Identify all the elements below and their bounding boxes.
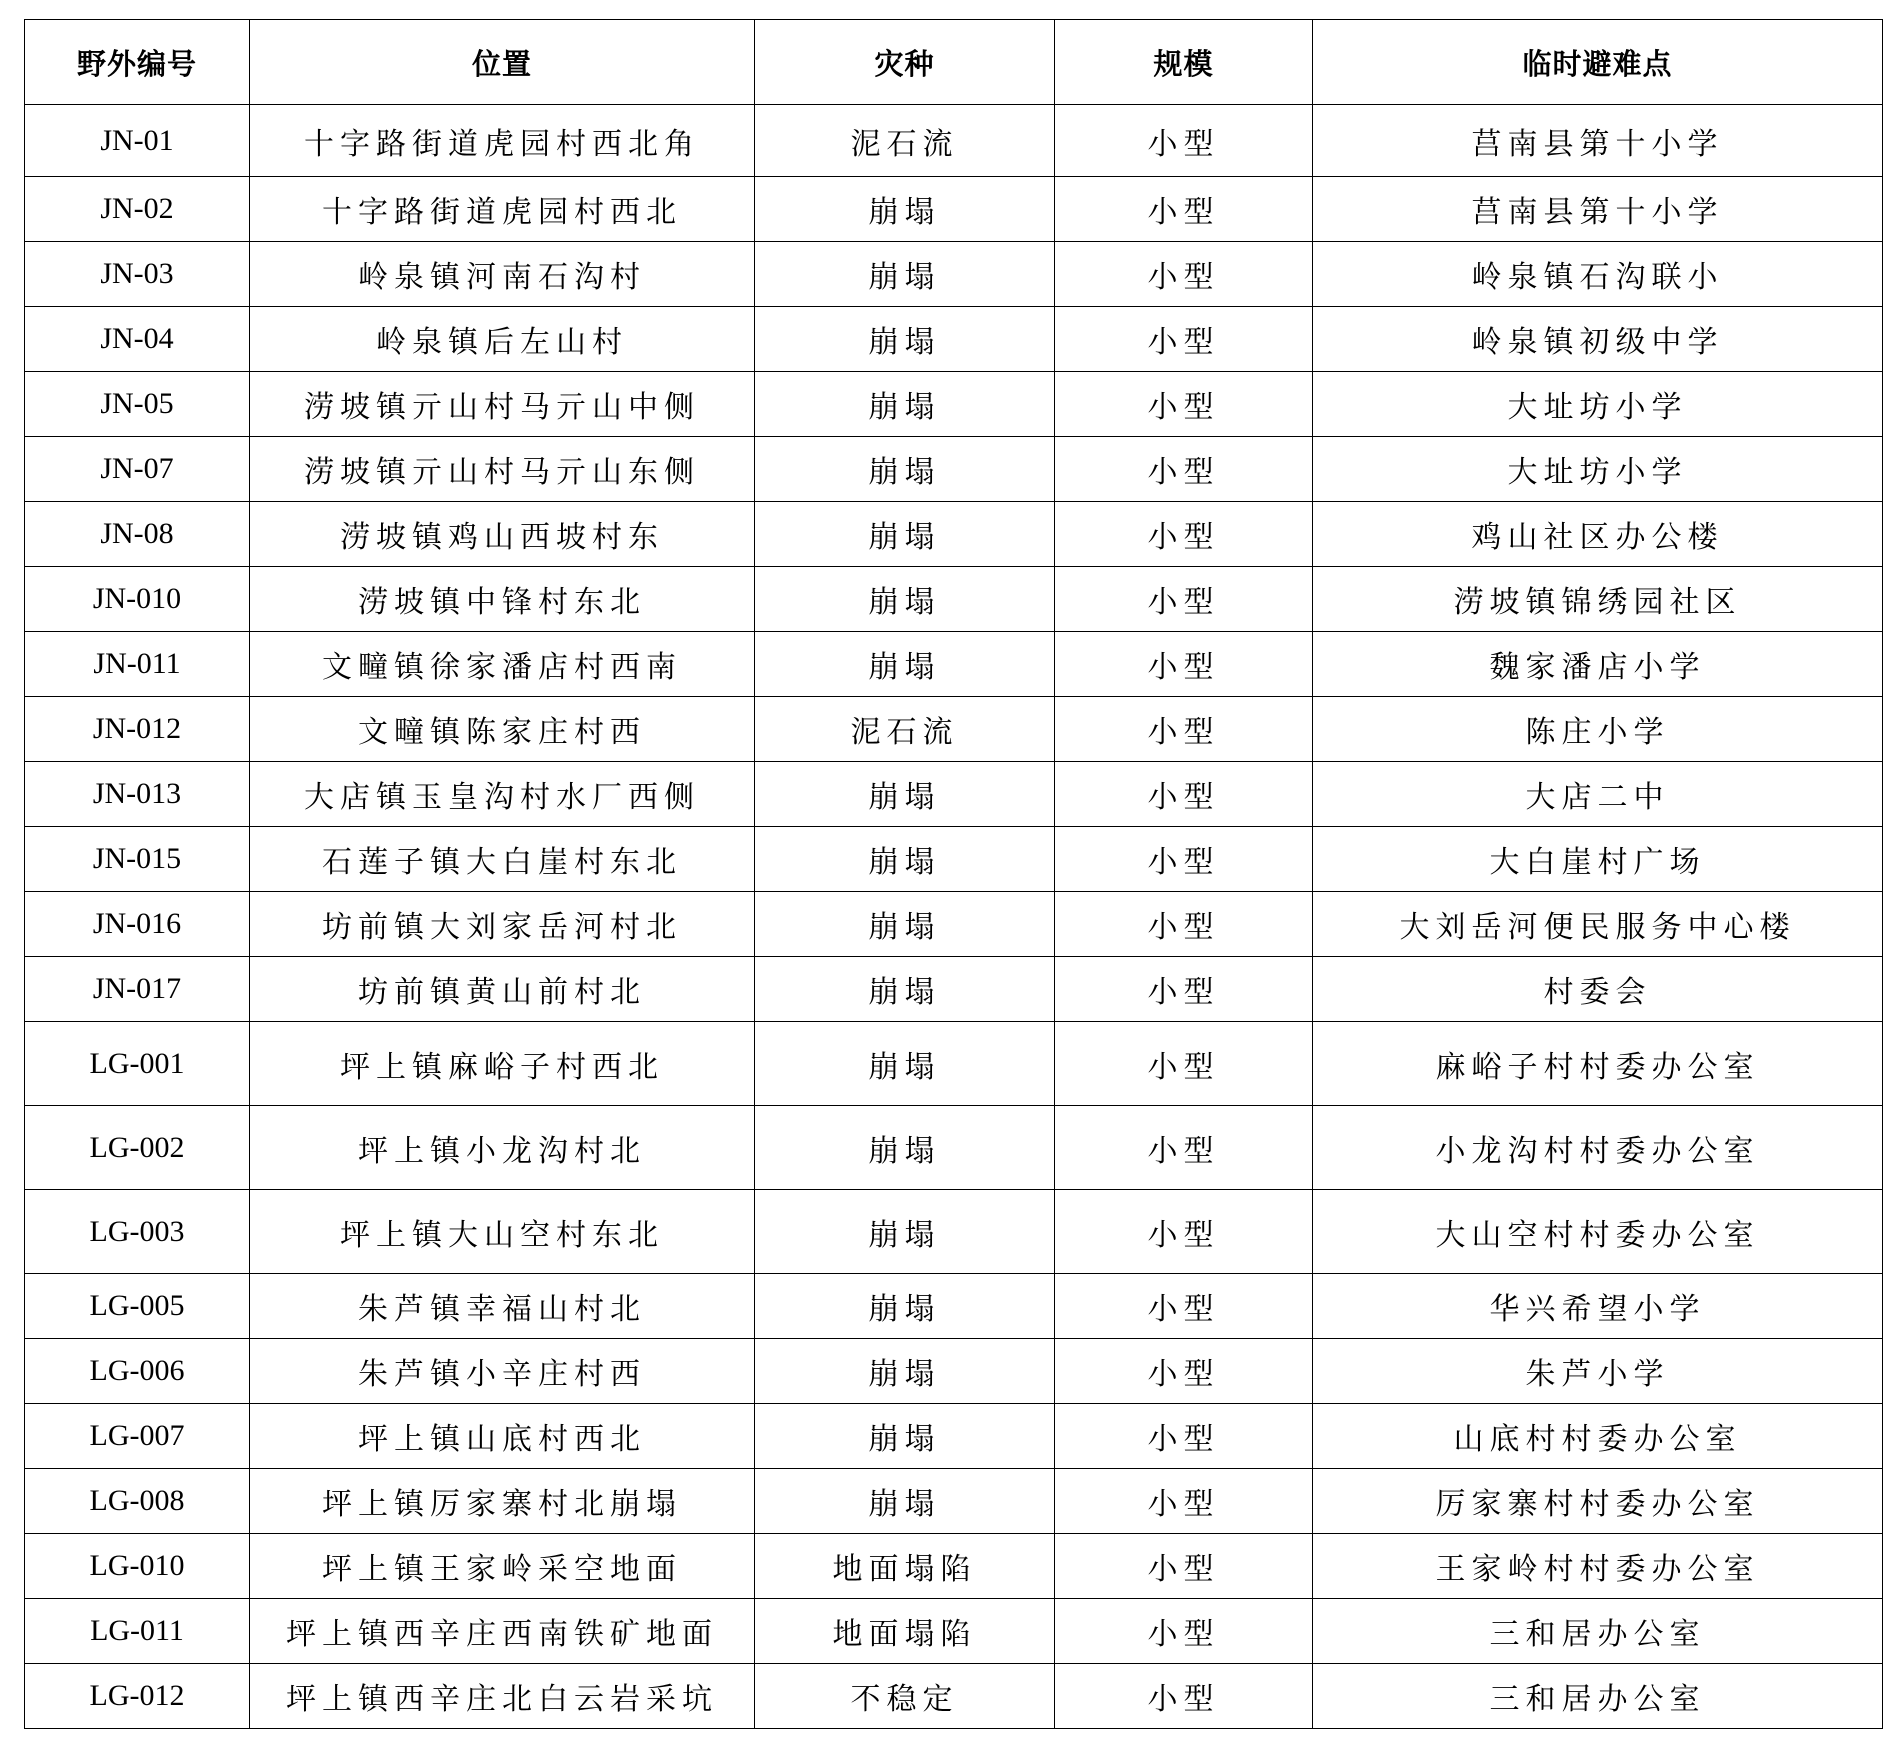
cell-location: 朱芦镇小辛庄村西 (250, 1339, 755, 1404)
cell-field-id: LG-005 (25, 1274, 250, 1339)
cell-shelter: 莒南县第十小学 (1313, 105, 1883, 177)
cell-shelter: 大刘岳河便民服务中心楼 (1313, 892, 1883, 957)
cell-location: 涝坡镇鸡山西坡村东 (250, 502, 755, 567)
cell-scale: 小型 (1055, 177, 1313, 242)
header-location: 位置 (250, 20, 755, 105)
header-scale: 规模 (1055, 20, 1313, 105)
cell-location: 文疃镇徐家潘店村西南 (250, 632, 755, 697)
cell-shelter: 三和居办公室 (1313, 1664, 1883, 1729)
cell-shelter: 魏家潘店小学 (1313, 632, 1883, 697)
cell-shelter: 大店二中 (1313, 762, 1883, 827)
cell-location: 坪上镇小龙沟村北 (250, 1106, 755, 1190)
table-row (25, 957, 1883, 1022)
cell-scale: 小型 (1055, 1190, 1313, 1274)
table-row (25, 1534, 1883, 1599)
cell-hazard-type: 崩塌 (755, 632, 1055, 697)
cell-location: 坪上镇西辛庄北白云岩采坑 (250, 1664, 755, 1729)
cell-field-id: JN-015 (25, 827, 250, 892)
cell-field-id: JN-05 (25, 372, 250, 437)
cell-shelter: 小龙沟村村委办公室 (1313, 1106, 1883, 1190)
cell-scale: 小型 (1055, 1022, 1313, 1106)
cell-shelter: 大白崖村广场 (1313, 827, 1883, 892)
cell-scale: 小型 (1055, 632, 1313, 697)
table-row (25, 762, 1883, 827)
table-row (25, 242, 1883, 307)
cell-hazard-type: 崩塌 (755, 307, 1055, 372)
table-row (25, 1664, 1883, 1729)
header-hazard-type: 灾种 (755, 20, 1055, 105)
cell-scale: 小型 (1055, 1404, 1313, 1469)
cell-hazard-type: 崩塌 (755, 1190, 1055, 1274)
cell-hazard-type: 崩塌 (755, 372, 1055, 437)
cell-hazard-type: 崩塌 (755, 1339, 1055, 1404)
cell-shelter: 鸡山社区办公楼 (1313, 502, 1883, 567)
table-header (25, 20, 1883, 105)
cell-scale: 小型 (1055, 762, 1313, 827)
cell-scale: 小型 (1055, 1664, 1313, 1729)
cell-shelter: 岭泉镇初级中学 (1313, 307, 1883, 372)
cell-field-id: LG-011 (25, 1599, 250, 1664)
cell-hazard-type: 崩塌 (755, 892, 1055, 957)
cell-location: 坪上镇王家岭采空地面 (250, 1534, 755, 1599)
cell-scale: 小型 (1055, 892, 1313, 957)
cell-shelter: 厉家寨村村委办公室 (1313, 1469, 1883, 1534)
cell-location: 坪上镇山底村西北 (250, 1404, 755, 1469)
cell-location: 涝坡镇中锋村东北 (250, 567, 755, 632)
cell-field-id: LG-006 (25, 1339, 250, 1404)
cell-hazard-type: 泥石流 (755, 697, 1055, 762)
cell-location: 坊前镇大刘家岳河村北 (250, 892, 755, 957)
table-row (25, 1599, 1883, 1664)
cell-scale: 小型 (1055, 1534, 1313, 1599)
cell-field-id: JN-013 (25, 762, 250, 827)
hazard-table (24, 19, 1883, 1729)
cell-shelter: 王家岭村村委办公室 (1313, 1534, 1883, 1599)
cell-field-id: LG-007 (25, 1404, 250, 1469)
cell-location: 文疃镇陈家庄村西 (250, 697, 755, 762)
cell-field-id: JN-04 (25, 307, 250, 372)
cell-location: 坪上镇麻峪子村西北 (250, 1022, 755, 1106)
cell-field-id: JN-03 (25, 242, 250, 307)
cell-location: 坊前镇黄山前村北 (250, 957, 755, 1022)
cell-location: 岭泉镇后左山村 (250, 307, 755, 372)
cell-field-id: JN-02 (25, 177, 250, 242)
cell-hazard-type: 崩塌 (755, 1469, 1055, 1534)
cell-scale: 小型 (1055, 1274, 1313, 1339)
cell-field-id: LG-001 (25, 1022, 250, 1106)
cell-field-id: LG-012 (25, 1664, 250, 1729)
cell-field-id: JN-08 (25, 502, 250, 567)
cell-location: 十字路街道虎园村西北 (250, 177, 755, 242)
cell-scale: 小型 (1055, 1599, 1313, 1664)
cell-field-id: JN-012 (25, 697, 250, 762)
table-row (25, 632, 1883, 697)
table-row (25, 307, 1883, 372)
cell-shelter: 涝坡镇锦绣园社区 (1313, 567, 1883, 632)
table-row (25, 1404, 1883, 1469)
cell-scale: 小型 (1055, 242, 1313, 307)
table-row (25, 372, 1883, 437)
cell-location: 坪上镇西辛庄西南铁矿地面 (250, 1599, 755, 1664)
table-row (25, 1022, 1883, 1106)
cell-hazard-type: 崩塌 (755, 957, 1055, 1022)
cell-scale: 小型 (1055, 827, 1313, 892)
table-row (25, 567, 1883, 632)
cell-location: 坪上镇厉家寨村北崩塌 (250, 1469, 755, 1534)
cell-hazard-type: 崩塌 (755, 762, 1055, 827)
cell-shelter: 岭泉镇石沟联小 (1313, 242, 1883, 307)
table-row (25, 827, 1883, 892)
cell-scale: 小型 (1055, 567, 1313, 632)
cell-scale: 小型 (1055, 437, 1313, 502)
cell-hazard-type: 崩塌 (755, 502, 1055, 567)
cell-field-id: LG-002 (25, 1106, 250, 1190)
header-temporary-shelter: 临时避难点 (1313, 20, 1883, 105)
cell-scale: 小型 (1055, 307, 1313, 372)
cell-scale: 小型 (1055, 1469, 1313, 1534)
cell-field-id: JN-017 (25, 957, 250, 1022)
cell-shelter: 华兴希望小学 (1313, 1274, 1883, 1339)
header-field-id: 野外编号 (25, 20, 250, 105)
cell-shelter: 朱芦小学 (1313, 1339, 1883, 1404)
cell-scale: 小型 (1055, 502, 1313, 567)
cell-hazard-type: 崩塌 (755, 242, 1055, 307)
cell-hazard-type: 崩塌 (755, 437, 1055, 502)
cell-shelter: 麻峪子村村委办公室 (1313, 1022, 1883, 1106)
cell-field-id: JN-07 (25, 437, 250, 502)
header-row (25, 20, 1883, 105)
cell-hazard-type: 不稳定 (755, 1664, 1055, 1729)
cell-field-id: JN-011 (25, 632, 250, 697)
cell-scale: 小型 (1055, 697, 1313, 762)
cell-shelter: 山底村村委办公室 (1313, 1404, 1883, 1469)
cell-shelter: 大址坊小学 (1313, 437, 1883, 502)
cell-scale: 小型 (1055, 372, 1313, 437)
table-row (25, 697, 1883, 762)
cell-location: 坪上镇大山空村东北 (250, 1190, 755, 1274)
table-row (25, 1274, 1883, 1339)
cell-hazard-type: 崩塌 (755, 1022, 1055, 1106)
cell-shelter: 陈庄小学 (1313, 697, 1883, 762)
cell-shelter: 三和居办公室 (1313, 1599, 1883, 1664)
cell-hazard-type: 地面塌陷 (755, 1599, 1055, 1664)
table-row (25, 1106, 1883, 1190)
table-body (25, 105, 1883, 1729)
cell-location: 涝坡镇亓山村马亓山中侧 (250, 372, 755, 437)
cell-hazard-type: 崩塌 (755, 177, 1055, 242)
cell-scale: 小型 (1055, 957, 1313, 1022)
cell-shelter: 村委会 (1313, 957, 1883, 1022)
cell-location: 岭泉镇河南石沟村 (250, 242, 755, 307)
cell-field-id: JN-016 (25, 892, 250, 957)
cell-hazard-type: 崩塌 (755, 1404, 1055, 1469)
cell-shelter: 大山空村村委办公室 (1313, 1190, 1883, 1274)
cell-hazard-type: 泥石流 (755, 105, 1055, 177)
table-row (25, 1190, 1883, 1274)
cell-hazard-type: 地面塌陷 (755, 1534, 1055, 1599)
cell-hazard-type: 崩塌 (755, 827, 1055, 892)
cell-shelter: 大址坊小学 (1313, 372, 1883, 437)
cell-hazard-type: 崩塌 (755, 1106, 1055, 1190)
table-row (25, 1469, 1883, 1534)
table-row (25, 892, 1883, 957)
cell-shelter: 莒南县第十小学 (1313, 177, 1883, 242)
cell-location: 涝坡镇亓山村马亓山东侧 (250, 437, 755, 502)
table-row (25, 502, 1883, 567)
cell-location: 十字路街道虎园村西北角 (250, 105, 755, 177)
cell-field-id: JN-010 (25, 567, 250, 632)
cell-scale: 小型 (1055, 1106, 1313, 1190)
cell-field-id: JN-01 (25, 105, 250, 177)
cell-field-id: LG-003 (25, 1190, 250, 1274)
table-row (25, 437, 1883, 502)
cell-field-id: LG-010 (25, 1534, 250, 1599)
table-row (25, 177, 1883, 242)
table-row (25, 105, 1883, 177)
cell-location: 朱芦镇幸福山村北 (250, 1274, 755, 1339)
cell-location: 石莲子镇大白崖村东北 (250, 827, 755, 892)
cell-hazard-type: 崩塌 (755, 567, 1055, 632)
cell-location: 大店镇玉皇沟村水厂西侧 (250, 762, 755, 827)
table-row (25, 1339, 1883, 1404)
cell-scale: 小型 (1055, 1339, 1313, 1404)
cell-scale: 小型 (1055, 105, 1313, 177)
cell-hazard-type: 崩塌 (755, 1274, 1055, 1339)
cell-field-id: LG-008 (25, 1469, 250, 1534)
